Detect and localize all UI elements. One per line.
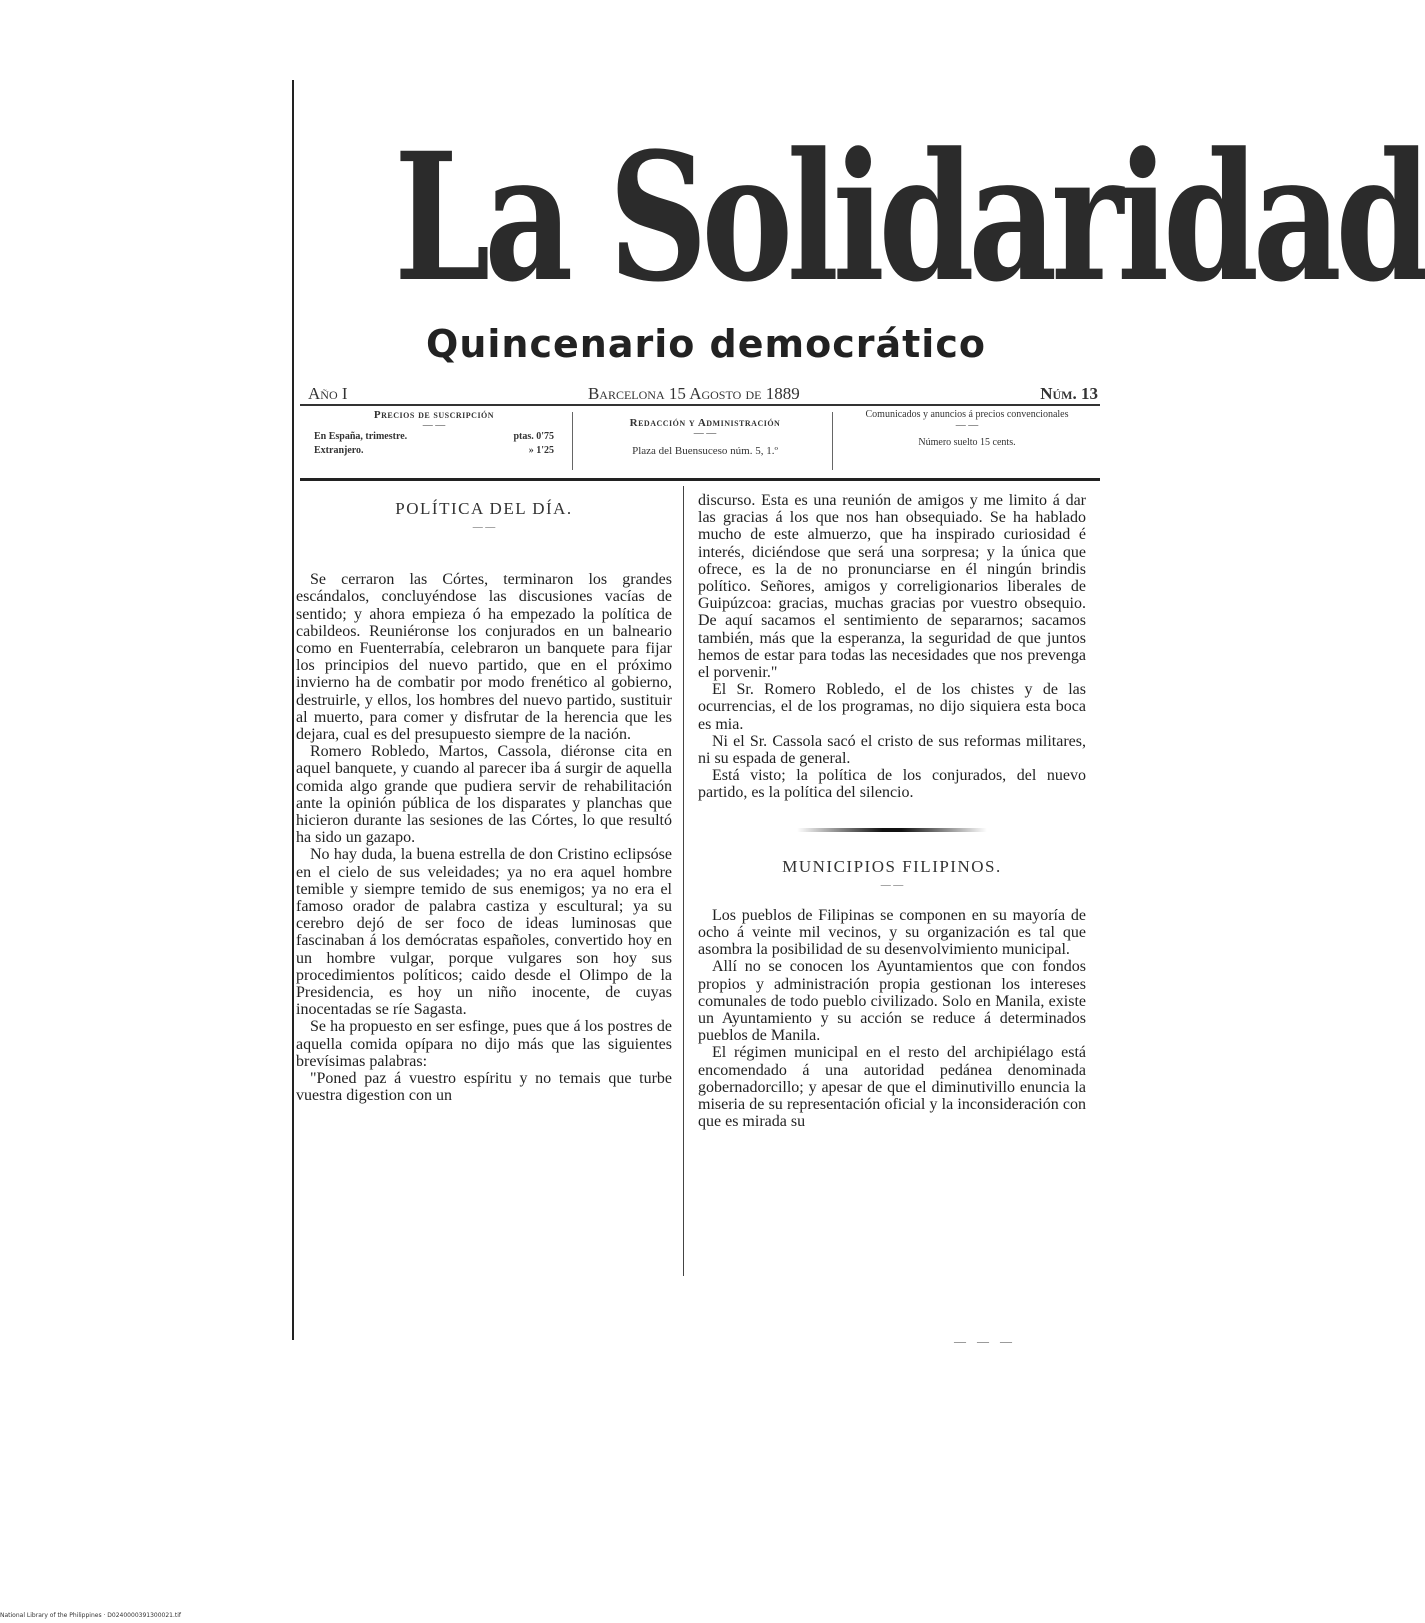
info-divider [572, 412, 573, 470]
place-date: Barcelona 15 Agosto de 1889 [587, 384, 800, 403]
column-divider [683, 486, 684, 1276]
issue-number: Núm. 13 [1040, 384, 1098, 403]
left-column [296, 492, 672, 1105]
article-continuation: discurso. Esta es una reunión de amigos y me limito á dar las gracias á los que nos han obsequiado. Se ha hablado mucho de este almuerzo, que ha inspirado curiosidad é interés, diciéndose que será una sorpresa; y la única que ofrece, es la de no pronunciarse en él ningún brindis político. Señores, amigos y correligionarios liberales de Guipúzcoa: gracias, muchas gracias por vuestro obsequio. De aquí sacamos el sentimiento de separarnos; sacamos también, más que la esperanza, la seguridad de que juntos hemos de estar para todas las necesidades que nos prevenga el porvenir." [698, 492, 1086, 682]
notices-info [852, 408, 1082, 472]
notices-text: Comunicados y anuncios á precios convencionales [865, 409, 1069, 420]
article-title: MUNICIPIOS FILIPINOS. [782, 856, 1002, 876]
article-paragraph: Los pueblos de Filipinas se componen en su mayoría de ocho á veinte mil vecinos, y su organización es tal que asombra la posibilidad de su desenvolvimiento municipal. [698, 906, 1086, 959]
section-ornament [797, 828, 987, 832]
article-paragraph: No hay duda, la buena estrella de don Cristino eclipsóse en el cielo de sus veleidades; ya no era aquel hombre temible y siempre temido de sus enemigos; ya no era el famoso orador de palabra castiza y escultural; ya su cerebro dejó de ser foco de ideas luminosas que fascinaban á los demócratas españoles, convertido hoy en un hombre vulgar, porque vulgares son hoy sus procedimientos políticos; caido desde el Olimpo de la Presidencia, es hoy un niño inocente, de cuyas inocentadas se ríe Sagasta. [296, 846, 672, 1019]
title-dash: — — [472, 522, 496, 534]
subscription-value: ptas. 0'75 [513, 431, 554, 442]
title-dash: — — [880, 879, 904, 891]
editorial-office [590, 408, 820, 472]
article-paragraph: Se ha propuesto en ser esfinge, pues que á los postres de aquella comida opípara no dijo más que las siguientes brevísimas palabras: [296, 1018, 672, 1070]
article-paragraph: "Poned paz á vuestro espíritu y no temais que turbe vuestra digestion con un [296, 1070, 672, 1105]
stray-marks: — — — [954, 1334, 1016, 1348]
notices-dash: — — [955, 420, 979, 431]
scan-footer-note: National Library of the Philippines · D0240000391300021.tif [0, 1612, 182, 1619]
subscription-row [314, 430, 554, 444]
masthead-subtitle: Quincenario democrático [426, 322, 986, 366]
article-continuation: Está visto; la política de los conjurados, del nuevo partido, es la política del silencio. [698, 767, 1086, 802]
editorial-heading: Redacción y Administración [629, 417, 781, 429]
page-edge-rule [292, 80, 294, 1340]
article-paragraph: El régimen municipal en el resto del archipiélago está encomendado á una autoridad pedánea denominada gobernadorcillo; y apesar de que el diminutivillo enuncia la miseria de su representación oficial y la inconsideración con que es mirada su [698, 1044, 1086, 1131]
subscription-label: Extranjero. [314, 445, 364, 456]
subscription-label: En España, trimestre. [314, 431, 408, 442]
subscription-dash: — — [422, 420, 446, 431]
article-title: POLÍTICA DEL DÍA. [395, 499, 573, 518]
dateline [308, 384, 1098, 406]
article-paragraph: Romero Robledo, Martos, Cassola, diéronse cita en aquel banquete, y cuando al parecer iba á surgir de aquella comida algo grande que pudiera servir de rehabilitación ante la opinión pública de los disparates y planchas que hicieron durante las sesiones de las Córtes, lo que resultó ha sido un gazapo. [296, 743, 672, 847]
right-column [698, 492, 1086, 1131]
subscription-value: » 1'25 [528, 445, 554, 456]
editorial-address: Plaza del Buensuceso núm. 5, 1.º [632, 445, 778, 457]
article-paragraph: Se cerraron las Córtes, terminaron los grandes escándalos, concluyéndose las discusiones vacías de sentido; y ahora empieza ó ha empezado la política de cabildeos. Reuniéronse los conjurados en un balneario como en Fuenterrabía, celebraron un banquete para fijar los principios del nuevo partido, que en el próximo invierno ha de combatir por modo frenético al gobierno, destruirle, y ellos, los hombres del nuevo partido, sustituir al muerto, para comer y disfrutar de la herencia que les dejara, cual es del presupuesto siempre de la nación. [296, 571, 672, 744]
subscription-prices [314, 408, 554, 472]
single-copy-price: Número suelto 15 cents. [918, 437, 1016, 448]
article-paragraph: Allí no se conocen los Ayuntamientos que con fondos propios y administración propia gestionan los intereses comunales de todo pueblo civilizado. Solo en Manila, existe un Ayuntamiento y su acción se reduce á determinados pueblos de Manila. [698, 958, 1086, 1045]
masthead-title: La Solidaridad [394, 114, 1425, 321]
article-continuation: El Sr. Romero Robledo, el de los chistes y de las ocurrencias, el de los programas, no dijo siquiera esta boca es mia. [698, 681, 1086, 733]
article-continuation: Ni el Sr. Cassola sacó el cristo de sus reformas militares, ni su espada de general. [698, 732, 1086, 768]
info-bar [300, 408, 1100, 476]
subscription-heading: Precios de suscripción [373, 409, 495, 421]
header-rule [300, 404, 1100, 406]
subscription-row [314, 444, 554, 458]
editorial-dash: — — [693, 428, 717, 439]
info-divider [832, 412, 833, 470]
year-label: Año I [308, 384, 348, 403]
info-bar-rule [300, 478, 1100, 481]
